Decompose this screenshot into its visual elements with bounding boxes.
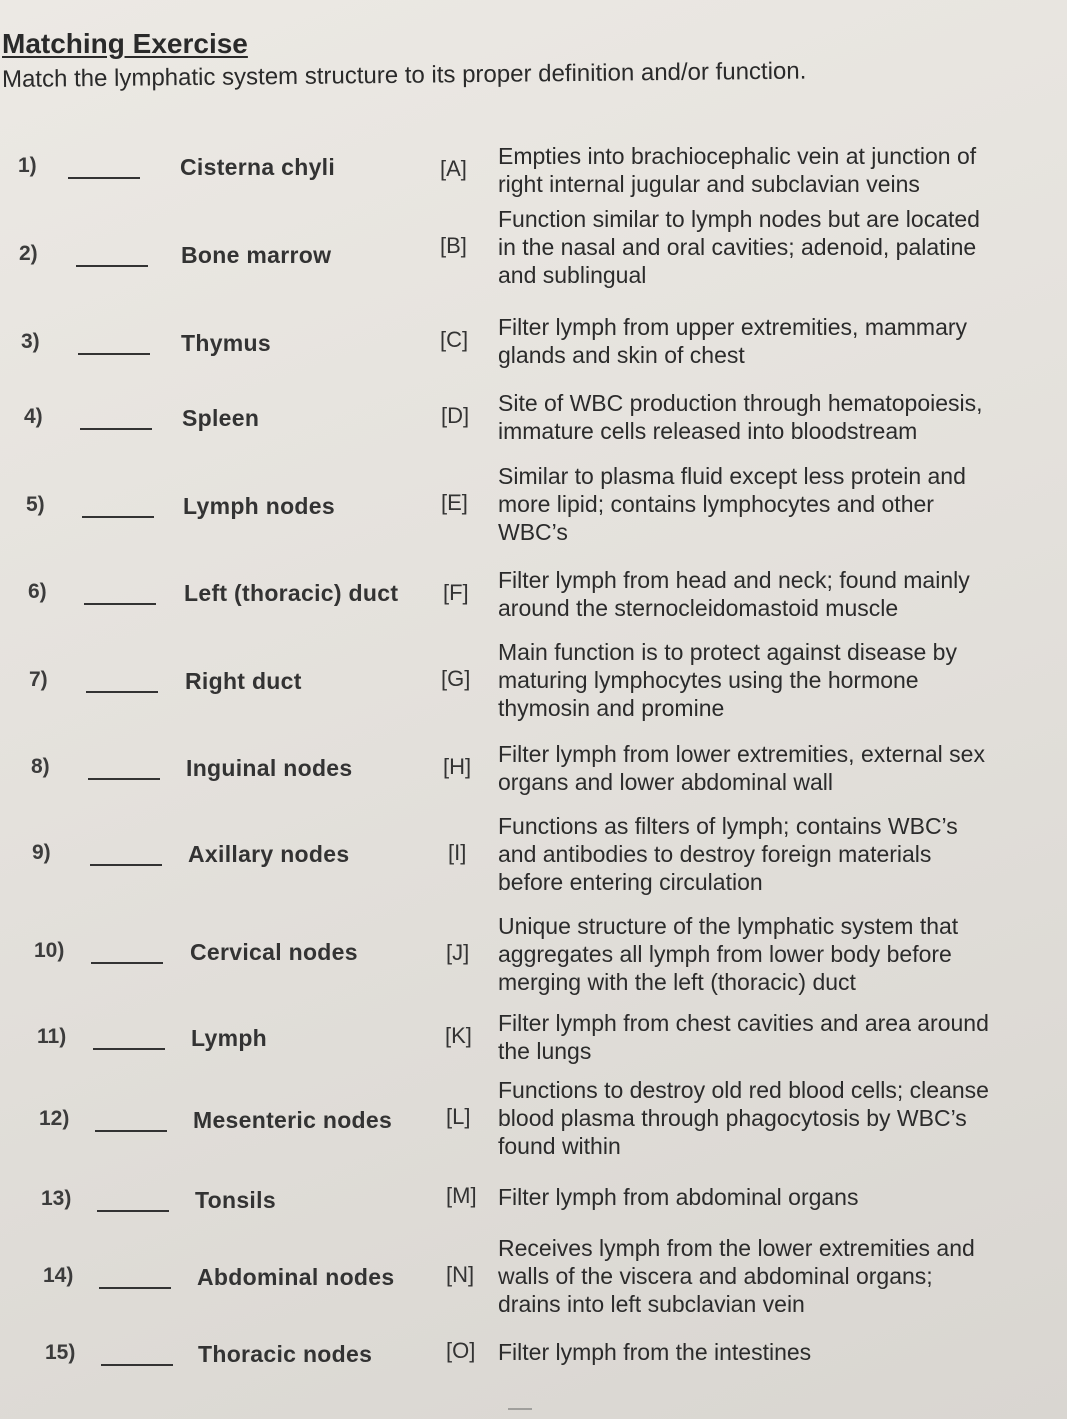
definition-text xyxy=(498,638,1038,722)
definition-line: Filter lymph from chest cavities and area around xyxy=(498,1010,989,1036)
item-number: 3) xyxy=(21,330,40,353)
item-number: 14) xyxy=(43,1264,74,1287)
structure-term: Cervical nodes xyxy=(190,939,358,965)
definition-letter: [E] xyxy=(441,490,468,515)
definition-line: Functions as filters of lymph; contains WBC’s xyxy=(498,813,958,839)
definition-line: Site of WBC production through hematopoiesis, xyxy=(498,390,983,416)
answer-blank[interactable] xyxy=(84,603,156,605)
item-number: 11) xyxy=(37,1025,67,1048)
definition-line: Function similar to lymph nodes but are located xyxy=(498,206,980,232)
definition-letter: [M] xyxy=(446,1183,477,1208)
instructions: Match the lymphatic system structure to its proper definition and/or function. xyxy=(1,57,807,93)
definition-line: glands and skin of chest xyxy=(498,342,745,368)
item-number: 5) xyxy=(26,493,45,516)
definition-letter: [L] xyxy=(446,1104,471,1129)
page-title: Matching Exercise xyxy=(2,28,248,59)
definition-line: Empties into brachiocephalic vein at junction of xyxy=(498,143,977,169)
answer-blank[interactable] xyxy=(68,177,140,179)
definition-text xyxy=(498,566,1038,622)
item-number: 9) xyxy=(32,841,51,864)
structure-term: Thoracic nodes xyxy=(198,1341,373,1367)
answer-blank[interactable] xyxy=(95,1130,167,1132)
definition-text xyxy=(498,1234,1038,1318)
structure-term: Mesenteric nodes xyxy=(193,1107,393,1133)
definition-text xyxy=(498,1076,1038,1160)
definition-letter: [I] xyxy=(448,840,467,865)
item-number: 4) xyxy=(24,405,43,428)
item-number: 2) xyxy=(19,242,38,265)
item-number: 12) xyxy=(39,1107,70,1130)
definition-text xyxy=(498,389,1038,445)
definition-letter: [G] xyxy=(441,666,471,691)
definition-text xyxy=(498,205,1038,289)
answer-blank[interactable] xyxy=(78,353,150,355)
definition-line: immature cells released into bloodstream xyxy=(498,418,918,444)
definition-line: before entering circulation xyxy=(498,869,763,895)
definition-line: around the sternocleidomastoid muscle xyxy=(498,595,899,621)
definition-line: walls of the viscera and abdominal organs; xyxy=(498,1263,933,1289)
structure-term: Inguinal nodes xyxy=(186,755,353,781)
definition-line: Filter lymph from upper extremities, mammary xyxy=(498,314,968,340)
definition-line: thymosin and promine xyxy=(498,695,725,721)
definition-line: Filter lymph from head and neck; found mainly xyxy=(498,567,970,593)
item-number: 8) xyxy=(31,755,50,778)
definition-letter: [N] xyxy=(446,1262,475,1287)
definition-text xyxy=(498,1183,1038,1211)
structure-term: Thymus xyxy=(181,330,271,356)
item-number: 1) xyxy=(18,154,37,177)
definition-line: Filter lymph from abdominal organs xyxy=(498,1184,859,1210)
structure-term: Abdominal nodes xyxy=(197,1264,395,1290)
answer-blank[interactable] xyxy=(91,962,163,964)
definition-text xyxy=(498,812,1038,896)
structure-term: Cisterna chyli xyxy=(180,154,336,180)
structure-term: Right duct xyxy=(185,668,302,694)
definition-line: found within xyxy=(498,1133,621,1159)
definition-text xyxy=(498,1338,1038,1366)
definition-line: blood plasma through phagocytosis by WBC’s xyxy=(498,1105,967,1131)
definition-line: in the nasal and oral cavities; adenoid, palatine xyxy=(498,234,977,260)
definition-letter: [B] xyxy=(440,233,467,258)
item-number: 7) xyxy=(29,668,48,691)
answer-blank[interactable] xyxy=(80,428,152,430)
definition-letter: [C] xyxy=(440,327,469,352)
page-footer-mark xyxy=(508,1408,532,1416)
definition-line: maturing lymphocytes using the hormone xyxy=(498,667,919,693)
structure-term: Spleen xyxy=(182,405,260,431)
structure-term: Tonsils xyxy=(195,1187,276,1213)
definition-letter: [D] xyxy=(441,403,470,428)
definition-letter: [O] xyxy=(446,1338,476,1363)
definition-text xyxy=(498,462,1038,546)
definition-line: aggregates all lymph from lower body before xyxy=(498,941,952,967)
definition-letter: [J] xyxy=(446,940,470,965)
structure-term: Bone marrow xyxy=(181,242,332,268)
definition-line: Similar to plasma fluid except less protein and xyxy=(498,463,966,489)
answer-blank[interactable] xyxy=(97,1210,169,1212)
definition-line: and sublingual xyxy=(498,262,647,288)
definition-line: organs and lower abdominal wall xyxy=(498,769,833,795)
definition-line: Filter lymph from the intestines xyxy=(498,1339,812,1365)
structure-term: Lymph nodes xyxy=(183,493,335,519)
definition-line: Filter lymph from lower extremities, external sex xyxy=(498,741,985,767)
definition-line: more lipid; contains lymphocytes and other xyxy=(498,491,934,517)
definition-line: Unique structure of the lymphatic system that xyxy=(498,913,959,939)
definition-line: Receives lymph from the lower extremities and xyxy=(498,1235,975,1261)
answer-blank[interactable] xyxy=(88,778,160,780)
definition-line: and antibodies to destroy foreign materials xyxy=(498,841,932,867)
item-number: 10) xyxy=(34,939,65,962)
definition-line: right internal jugular and subclavian veins xyxy=(498,171,920,197)
definition-line: the lungs xyxy=(498,1038,592,1064)
answer-blank[interactable] xyxy=(76,265,148,267)
definition-letter: [H] xyxy=(443,754,472,779)
definition-line: WBC’s xyxy=(498,519,568,545)
definition-line: Functions to destroy old red blood cells; cleanse xyxy=(498,1077,989,1103)
definition-letter: [F] xyxy=(443,580,469,605)
answer-blank[interactable] xyxy=(90,864,162,866)
structure-term: Lymph xyxy=(191,1025,268,1051)
answer-blank[interactable] xyxy=(99,1287,171,1289)
structure-term: Axillary nodes xyxy=(188,841,350,867)
definition-letter: [A] xyxy=(440,156,467,181)
definition-line: Main function is to protect against disease by xyxy=(498,639,957,665)
item-number: 6) xyxy=(28,580,47,603)
answer-blank[interactable] xyxy=(101,1364,173,1366)
structure-term: Left (thoracic) duct xyxy=(184,580,399,606)
definition-line: merging with the left (thoracic) duct xyxy=(498,969,856,995)
definition-letter: [K] xyxy=(445,1023,472,1048)
definition-text xyxy=(498,1009,1038,1065)
answer-blank[interactable] xyxy=(93,1048,165,1050)
item-number: 15) xyxy=(45,1341,76,1364)
item-number: 13) xyxy=(41,1187,72,1210)
definition-text xyxy=(498,740,1038,796)
definition-text xyxy=(498,142,1038,198)
answer-blank[interactable] xyxy=(86,691,158,693)
definition-line: drains into left subclavian vein xyxy=(498,1291,805,1317)
answer-blank[interactable] xyxy=(82,516,154,518)
definition-text xyxy=(498,313,1038,369)
definition-text xyxy=(498,912,1038,996)
